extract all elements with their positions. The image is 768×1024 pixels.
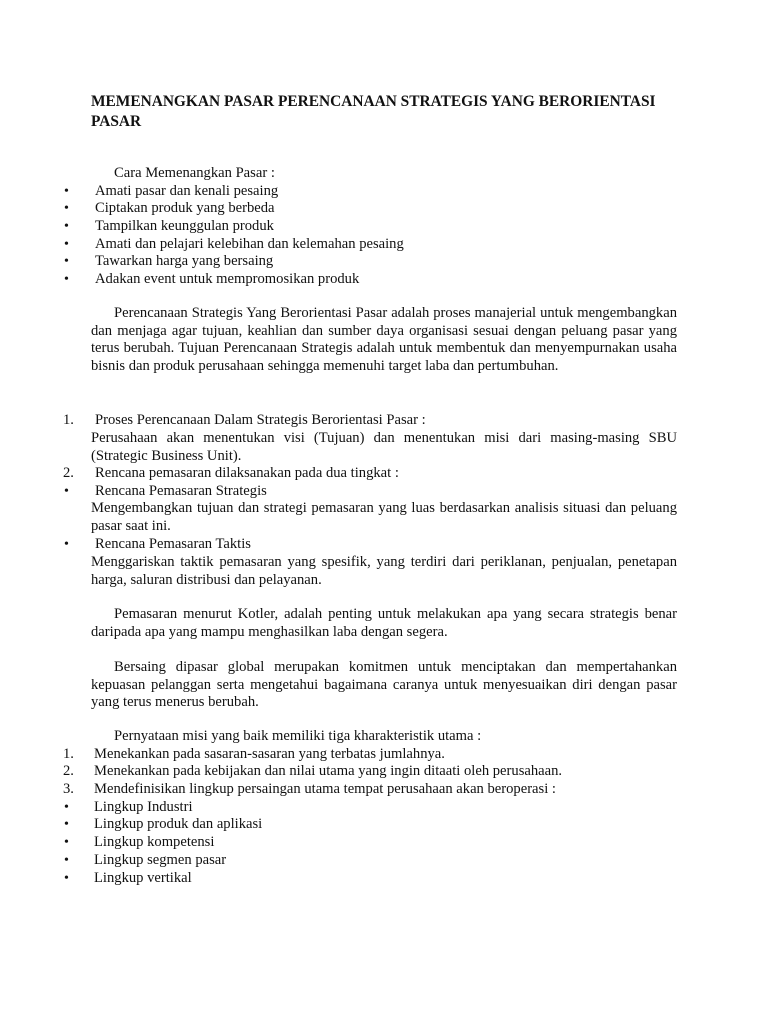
list-item bbox=[0, 218, 768, 236]
item-label: Menekankan pada sasaran-sasaran yang terbatas jumlahnya. bbox=[94, 745, 445, 762]
list-item-text: Ciptakan produk yang berbeda bbox=[95, 200, 275, 217]
item-label: Rencana pemasaran dilaksanakan pada dua tingkat : bbox=[95, 465, 399, 481]
section-intro-text: Pernyataan misi yang baik memiliki tiga kharakteristik utama : bbox=[114, 728, 482, 744]
list-item-text: Tawarkan harga yang bersaing bbox=[95, 253, 274, 270]
strategic-planning-paragraph: Perencanaan Strategis Yang Berorientasi Pasar adalah proses manajerial untuk mengembangkan dan menjaga agar tujuan, keahlian dan sumber daya organisasi sesuai dengan peluang pasar yang terus berubah. Tujuan Perencanaan Strategis adalah untuk membentuk dan menyempurnakan usaha bisnis dan produk perusahaan sehingga memenuhi target laba dan pertumbuhan. bbox=[91, 305, 677, 375]
bullet-icon: • bbox=[64, 799, 69, 815]
global-competition-paragraph: Bersaing dipasar global merupakan komitmen untuk menciptakan dan mempertahankan kepuasan pelanggan serta mengetahui bagaimana caranya untuk menyesuaikan diri dengan pasar yang terus menerus berubah. bbox=[91, 659, 677, 711]
numbered-item bbox=[0, 412, 768, 430]
tactical-plan-section bbox=[0, 536, 768, 554]
list-item-text: Amati pasar dan kenali pesaing bbox=[95, 182, 279, 199]
list-item bbox=[0, 200, 768, 218]
bullet-icon: • bbox=[64, 219, 69, 235]
list-item bbox=[0, 253, 768, 271]
list-item-text: Lingkup segmen pasar bbox=[94, 851, 227, 868]
section-intro bbox=[0, 165, 768, 183]
item-body: Mengembangkan tujuan dan strategi pemasaran yang luas berdasarkan analisis situasi dan peluang pasar saat ini. bbox=[91, 500, 677, 534]
bullet-icon: • bbox=[64, 870, 69, 886]
list-item-text: Lingkup vertikal bbox=[94, 869, 192, 886]
list-item-text: Lingkup Industri bbox=[94, 798, 193, 815]
planning-process-section bbox=[0, 412, 768, 430]
list-item-text: Lingkup produk dan aplikasi bbox=[94, 816, 263, 833]
bullet-icon: • bbox=[64, 537, 69, 552]
mission-statement-section bbox=[0, 728, 768, 887]
list-item bbox=[0, 799, 768, 817]
item-number: 1. bbox=[63, 745, 74, 762]
bullet-icon: • bbox=[64, 852, 69, 868]
list-item bbox=[0, 816, 768, 834]
kotler-paragraph: Pemasaran menurut Kotler, adalah penting untuk melakukan apa yang secara strategis benar daripada apa yang mampu menghasilkan laba dengan segera. bbox=[91, 606, 677, 640]
bullet-icon: • bbox=[64, 236, 69, 252]
item-body: Perusahaan akan menentukan visi (Tujuan) dan menentukan misi dari masing-masing SBU (Strategic Business Unit). bbox=[91, 430, 677, 464]
section-intro-text: Cara Memenangkan Pasar : bbox=[114, 165, 275, 181]
item-label: Menekankan pada kebijakan dan nilai utama yang ingin ditaati oleh perusahaan. bbox=[94, 763, 563, 780]
bullet-icon: • bbox=[64, 254, 69, 270]
numbered-item bbox=[0, 781, 768, 799]
item-number: 1. bbox=[63, 412, 74, 428]
list-item bbox=[0, 536, 768, 554]
bullet-icon: • bbox=[64, 835, 69, 851]
item-number: 2. bbox=[63, 465, 74, 481]
list-item bbox=[0, 834, 768, 852]
list-item-text: Adakan event untuk mempromosikan produk bbox=[95, 271, 360, 288]
list-item bbox=[0, 271, 768, 289]
winning-market-section bbox=[0, 165, 768, 289]
item-number: 3. bbox=[63, 781, 74, 798]
list-item-text: Rencana Pemasaran Strategis bbox=[95, 482, 267, 499]
numbered-item bbox=[0, 746, 768, 764]
section-intro bbox=[0, 728, 768, 746]
bullet-icon: • bbox=[64, 483, 69, 499]
item-number: 2. bbox=[63, 763, 74, 780]
list-item-text: Tampilkan keunggulan produk bbox=[95, 218, 274, 235]
item-body: Menggariskan taktik pemasaran yang spesifik, yang terdiri dari periklanan, penjualan, penetapan harga, saluran distribusi dan pelayanan. bbox=[91, 554, 677, 588]
numbered-item bbox=[0, 465, 768, 483]
list-item bbox=[0, 483, 768, 501]
list-item bbox=[0, 183, 768, 201]
item-label: Proses Perencanaan Dalam Strategis Berorientasi Pasar : bbox=[95, 412, 426, 428]
document-title: MEMENANGKAN PASAR PERENCANAAN STRATEGIS YANG BERORIENTASI PASAR bbox=[91, 93, 656, 130]
bullet-icon: • bbox=[64, 272, 69, 288]
marketing-levels-section bbox=[0, 465, 768, 500]
item-label: Mendefinisikan lingkup persaingan utama tempat perusahaan akan beroperasi : bbox=[94, 781, 556, 798]
list-item-text: Lingkup kompetensi bbox=[94, 834, 215, 851]
bullet-icon: • bbox=[64, 201, 69, 217]
list-item-text: Rencana Pemasaran Taktis bbox=[95, 536, 251, 552]
bullet-icon: • bbox=[64, 817, 69, 833]
list-item bbox=[0, 870, 768, 888]
bullet-icon: • bbox=[64, 183, 69, 199]
list-item-text: Amati dan pelajari kelebihan dan kelemahan pesaing bbox=[95, 235, 404, 252]
numbered-item bbox=[0, 763, 768, 781]
list-item bbox=[0, 236, 768, 254]
list-item bbox=[0, 852, 768, 870]
